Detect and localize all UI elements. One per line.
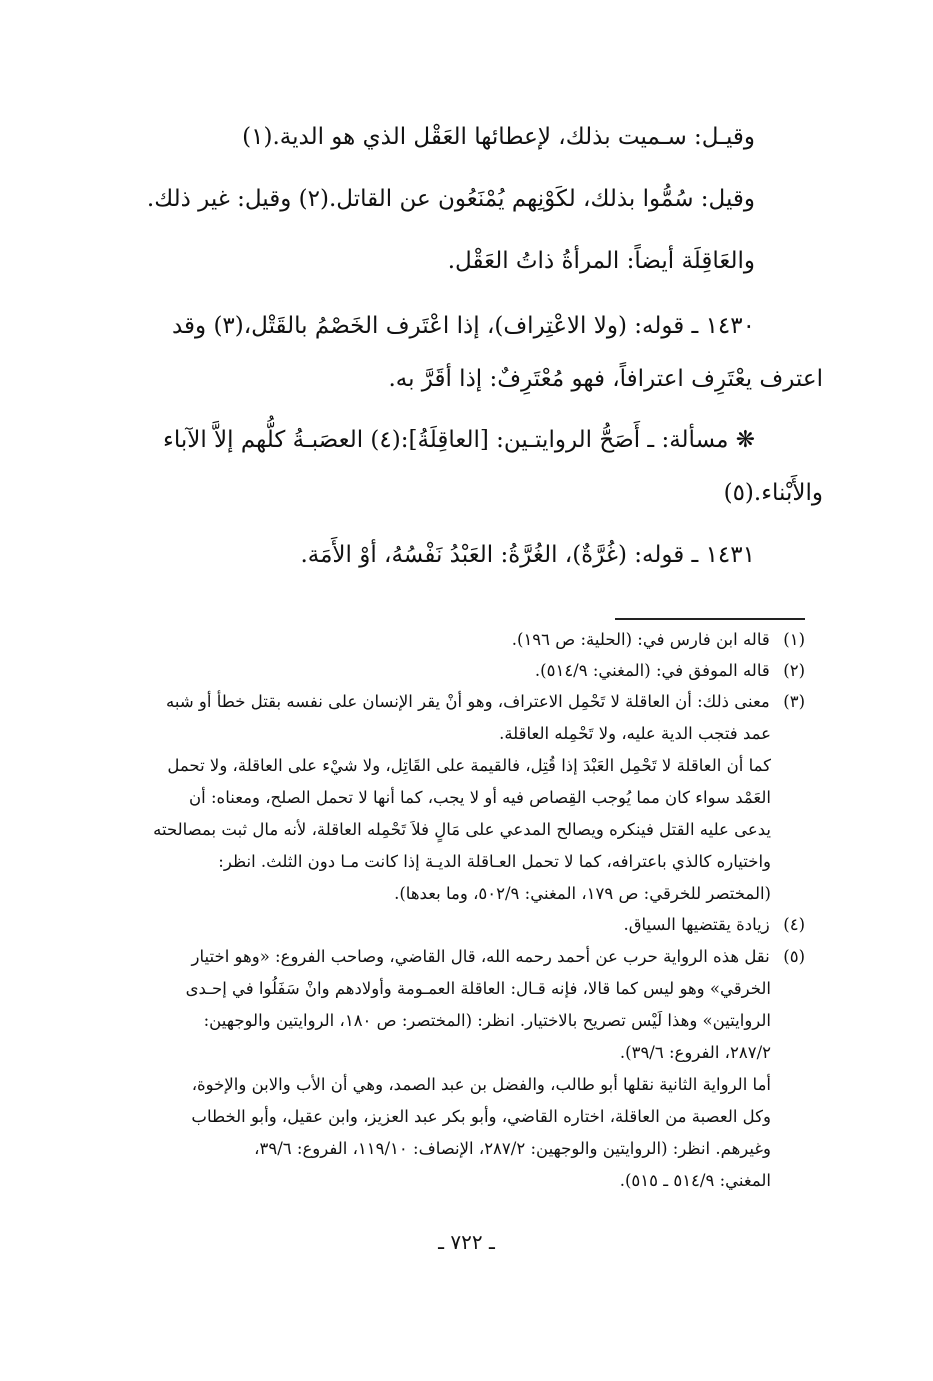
footnote-line (623, 913, 805, 937)
page-number: ـ ٧٢٢ ـ (438, 1230, 495, 1254)
footnote-text: معنى ذلك: أن العاقلة لا تَحْمِل الاعتراف، وهو أنْ يقر الإنسان على نفسه بقتل خطأ أو شبه (166, 692, 770, 711)
footnote-number: (٤) (783, 915, 805, 934)
footnote-text: قاله ابن فارس في: (الحلية: ص ١٩٦). (511, 630, 770, 649)
footnote-text: نقل هذه الرواية حرب عن أحمد رحمه الله، قال القاضي، وصاحب الفروع: «وهو اختيار (191, 947, 770, 966)
footnote-line: عمد فتجب الدية عليه، ولا تَحْمِله العاقلة. (499, 724, 771, 743)
main-line: ١٤٣٠ ـ قوله: (ولا الاعْتِراف)، إذا اعْتَرف الخَصْمُ بالقَتْل،(٣) وقد (171, 313, 755, 339)
footnote-line: كما أن العاقلة لا تَحْمِل العَبْدَ إذا قُتِل، فالقيمة على القَاتِل، ولا شيْء على العاقلة، ولا تحمل (167, 756, 771, 775)
footnote-line (192, 945, 805, 969)
footnote-line (512, 628, 805, 652)
footnote-text: زيادة يقتضيها السياق. (623, 915, 770, 934)
footnote-number: (٥) (783, 947, 805, 966)
footnote-line: واختياره كالذي باعترافه، كما لا تحمل العـاقلة الديـة إذا كانت مـا دون الثلث. انظر: (218, 852, 771, 871)
footnote-line: أما الرواية الثانية نقلها أبو طالب، والفضل بن عبد الصمد، وهي أن الأب والابن والإخوة، (191, 1075, 771, 1094)
main-line: ❋ مسألة: ـ أَصَحُّ الروايتـين: [العاقِلَةُ]:(٤) العصَبـةُ كلُّهم إلاَّ الآباء (163, 427, 755, 453)
footnote-line: المغني: ٥١٤/٩ ـ ٥١٥). (619, 1171, 771, 1190)
footnote-line: (المختصر للخرقي: ص ١٧٩، المغني: ٥٠٢/٩، وما بعدها). (394, 884, 771, 903)
footnote-line: العَمْد سواء كان مما يُوجب القِصاص فيه أو لا يجب، كما أنها لا تحمل الصلح، ومعناه: أن (189, 788, 771, 807)
main-line: والأَبْناء.(٥) (723, 480, 823, 506)
footnote-line: وكل العصبة من العاقلة، اختاره القاضي، وأبو بكر عبد العزيز، وابن عقيل، وأبو الخطاب (191, 1107, 771, 1126)
main-line: ١٤٣١ ـ قوله: (غُرَّةٌ)، الغُرَّةُ: العَبْدُ نَفْسُهُ، أوْ الأَمَة. (300, 542, 755, 568)
footnote-line: الخرقي» وهو ليس كما قالا، فإنه قـال: العاقلة العمـومة وأولادهم وانْ سَفَلُوا في إحـدى (185, 979, 771, 998)
footnote-line (535, 659, 805, 683)
footnote-number: (٣) (783, 692, 805, 711)
footnote-line: يدعى عليه القتل فينكره ويصالح المدعي على مَالٍ فلاَ تَحْمِله العاقلة، لأنه مال ثبت بمصالحته (153, 820, 771, 839)
footnote-line: الروايتين» وهذا لَيْس تصريح بالاختيار. انظر: (المختصر: ص ١٨٠، الروايتين والوجهين: (203, 1011, 771, 1030)
footnote-number: (٢) (783, 661, 805, 680)
main-line: اعترف يعْتَرِف اعترافاً، فهو مُعْتَرِفٌ: إذا أقَرَّ به. (388, 366, 823, 392)
footnote-line: ٢٨٧/٢، الفروع: ٣٩/٦). (619, 1043, 771, 1062)
footnote-separator (615, 618, 805, 620)
footnote-line: وغيرهم. انظر: (الروايتين والوجهين: ٢٨٧/٢، الإنصاف: ١١٩/١٠، الفروع: ٣٩/٦، (254, 1139, 771, 1158)
footnote-line (166, 690, 805, 714)
main-line: وقيـل: سـميت بذلك، لإعطائها العَقْل الذي هو الدية.(١) (242, 124, 755, 150)
footnote-number: (١) (783, 630, 805, 649)
main-line: وقيل: سُمُّوا بذلك، لكَوْنِهم يُمْنَعُون عن القاتل.(٢) وقيل: غير ذلك. (146, 186, 755, 212)
main-line: والعَاقِلَة أيضاً: المرأةُ ذاتُ العَقْل. (447, 248, 755, 274)
footnote-text: قاله الموفق في: (المغني: ٥١٤/٩). (534, 661, 770, 680)
